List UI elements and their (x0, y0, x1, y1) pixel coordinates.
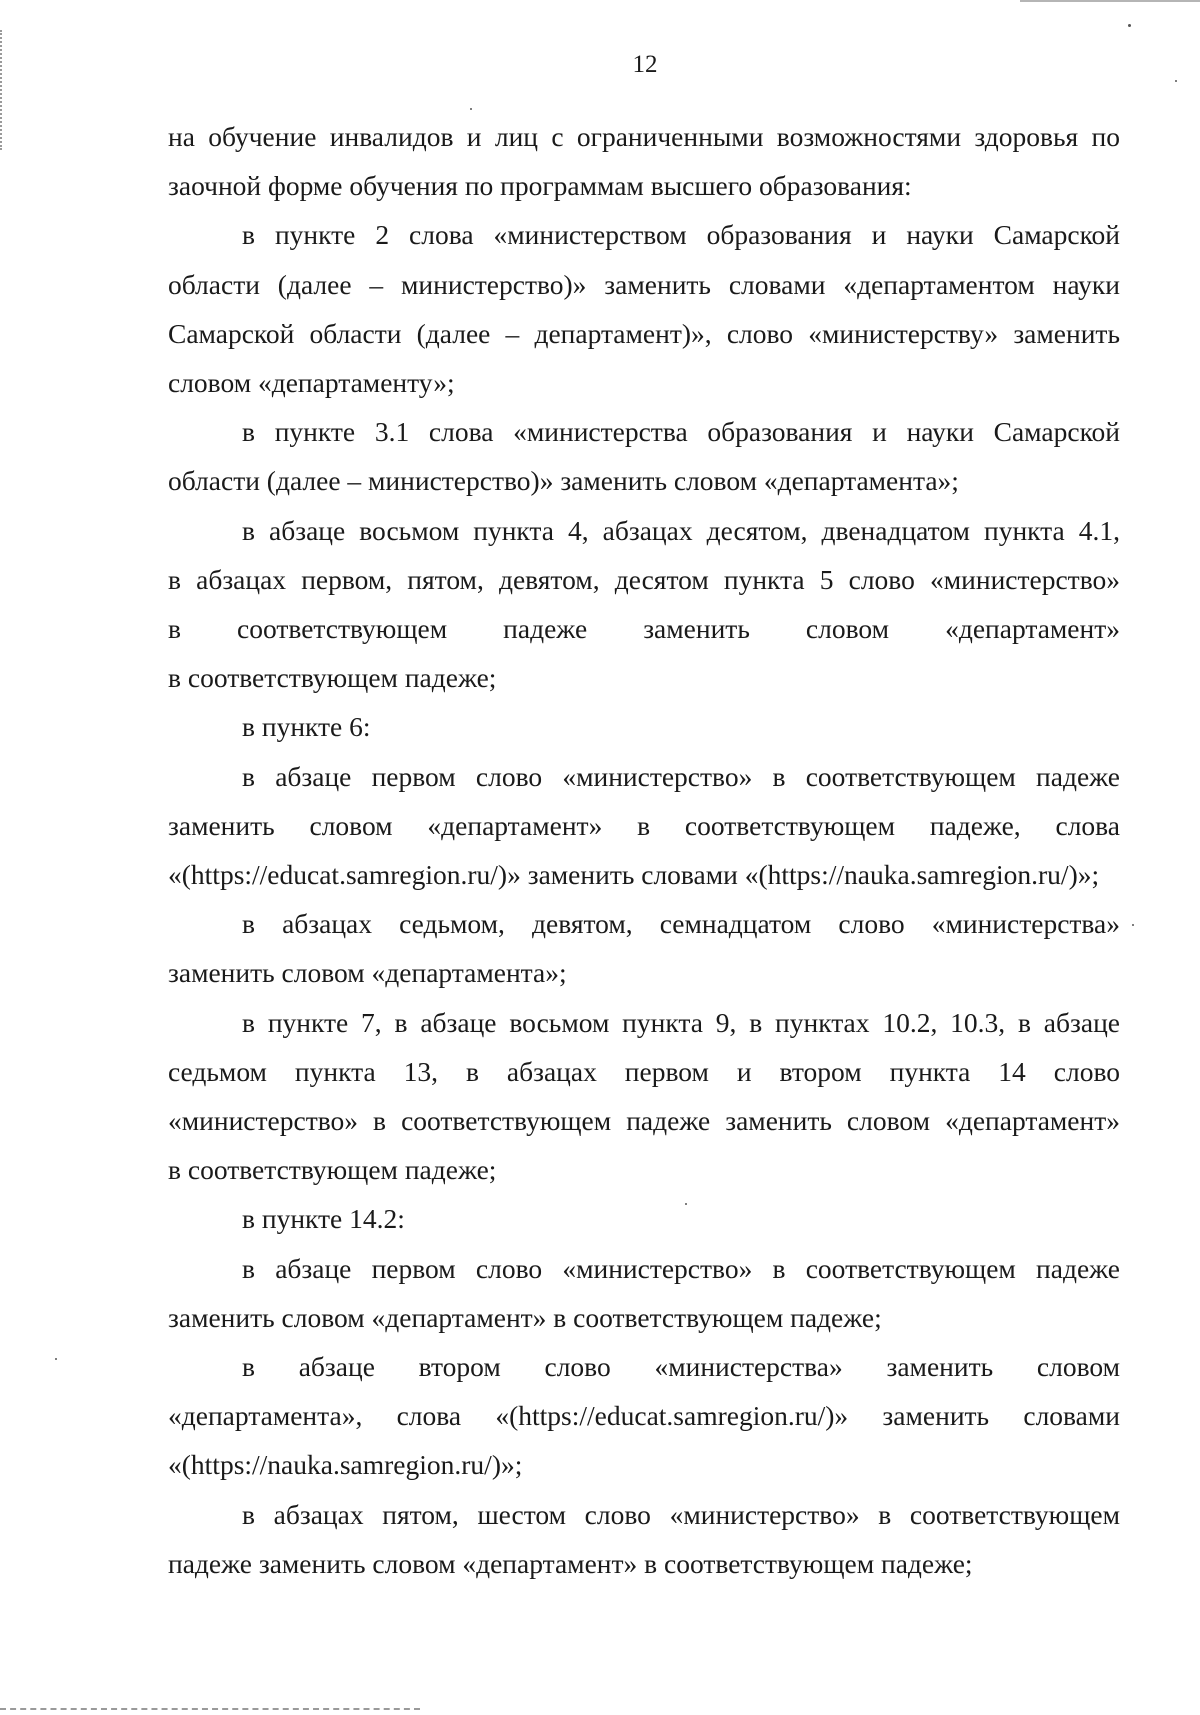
text-line: области (далее – министерство)» заменить словом «департамента»; (168, 465, 959, 497)
paragraph (168, 1342, 1120, 1490)
text-line: падеже заменить словом «департамент» в соответствующем падеже; (168, 1547, 973, 1579)
paragraph (168, 1490, 1120, 1588)
scan-speck (1128, 24, 1131, 27)
text-line: в абзаце первом слово «министерство» в соответствующем падеже (242, 1252, 1120, 1284)
text-line: «министерство» в соответствующем падеже заменить словом «департамент» (168, 1105, 1120, 1137)
paragraph (168, 899, 1120, 997)
text-line: в соответствующем падеже; (168, 1154, 497, 1186)
paragraph (168, 752, 1120, 900)
scan-speck (1175, 80, 1177, 82)
document-body (168, 112, 1120, 1588)
paragraph (168, 210, 1120, 407)
paragraph (168, 702, 1120, 751)
text-line: в соответствующем падеже заменить словом «департамент» (168, 613, 1120, 645)
paragraph (168, 407, 1120, 505)
text-line: «(https://nauka.samregion.ru/)»; (168, 1449, 523, 1481)
text-line: словом «департаменту»; (168, 367, 455, 399)
text-line: заменить словом «департамент» в соответствующем падеже, слова (168, 809, 1120, 841)
text-line: в пункте 2 слова «министерством образования и науки Самарской (242, 219, 1120, 251)
scan-edge-mark (0, 1708, 420, 1710)
page-number: 12 (632, 51, 658, 78)
paragraph (168, 506, 1120, 703)
text-line: «департамента», слова «(https://educat.samregion.ru/)» заменить словами (168, 1400, 1120, 1432)
text-line: в пункте 3.1 слова «министерства образования и науки Самарской (242, 416, 1120, 448)
text-line: в абзацах седьмом, девятом, семнадцатом слово «министерства» (242, 908, 1120, 940)
scan-edge-mark (1020, 0, 1200, 2)
text-line: области (далее – министерство)» заменить словами «департаментом науки (168, 268, 1120, 300)
paragraph (168, 1194, 1120, 1243)
text-line: Самарской области (далее – департамент)», слово «министерству» заменить (168, 317, 1120, 349)
text-line: в абзаце первом слово «министерство» в соответствующем падеже (242, 760, 1120, 792)
text-line: седьмом пункта 13, в абзацах первом и втором пункта 14 слово (168, 1055, 1120, 1087)
text-line: в пункте 14.2: (242, 1203, 405, 1235)
paragraph (168, 112, 1120, 210)
paragraph (168, 998, 1120, 1195)
scan-speck (470, 108, 472, 110)
scan-edge-mark (0, 30, 4, 150)
text-line: в абзацах первом, пятом, девятом, десятом пункта 5 слово «министерство» (168, 563, 1120, 595)
text-line: в абзаце восьмом пункта 4, абзацах десятом, двенадцатом пункта 4.1, (242, 514, 1120, 546)
text-line: заочной форме обучения по программам высшего образования: (168, 170, 912, 202)
text-line: в соответствующем падеже; (168, 662, 497, 694)
text-line: в абзаце втором слово «министерства» заменить словом (242, 1351, 1120, 1383)
text-line: «(https://educat.samregion.ru/)» заменить словами «(https://nauka.samregion.ru/)»; (168, 859, 1100, 891)
scan-speck (1132, 924, 1134, 926)
text-line: в пункте 7, в абзаце восьмом пункта 9, в пунктах 10.2, 10.3, в абзаце (242, 1006, 1120, 1038)
text-line: в пункте 6: (242, 711, 371, 743)
text-line: заменить словом «департамент» в соответствующем падеже; (168, 1301, 882, 1333)
paragraph (168, 1244, 1120, 1342)
scan-speck (55, 1358, 57, 1360)
text-line: в абзацах пятом, шестом слово «министерство» в соответствующем (242, 1498, 1120, 1530)
text-line: заменить словом «департамента»; (168, 957, 567, 989)
text-line: на обучение инвалидов и лиц с ограниченными возможностями здоровья по (168, 121, 1120, 152)
